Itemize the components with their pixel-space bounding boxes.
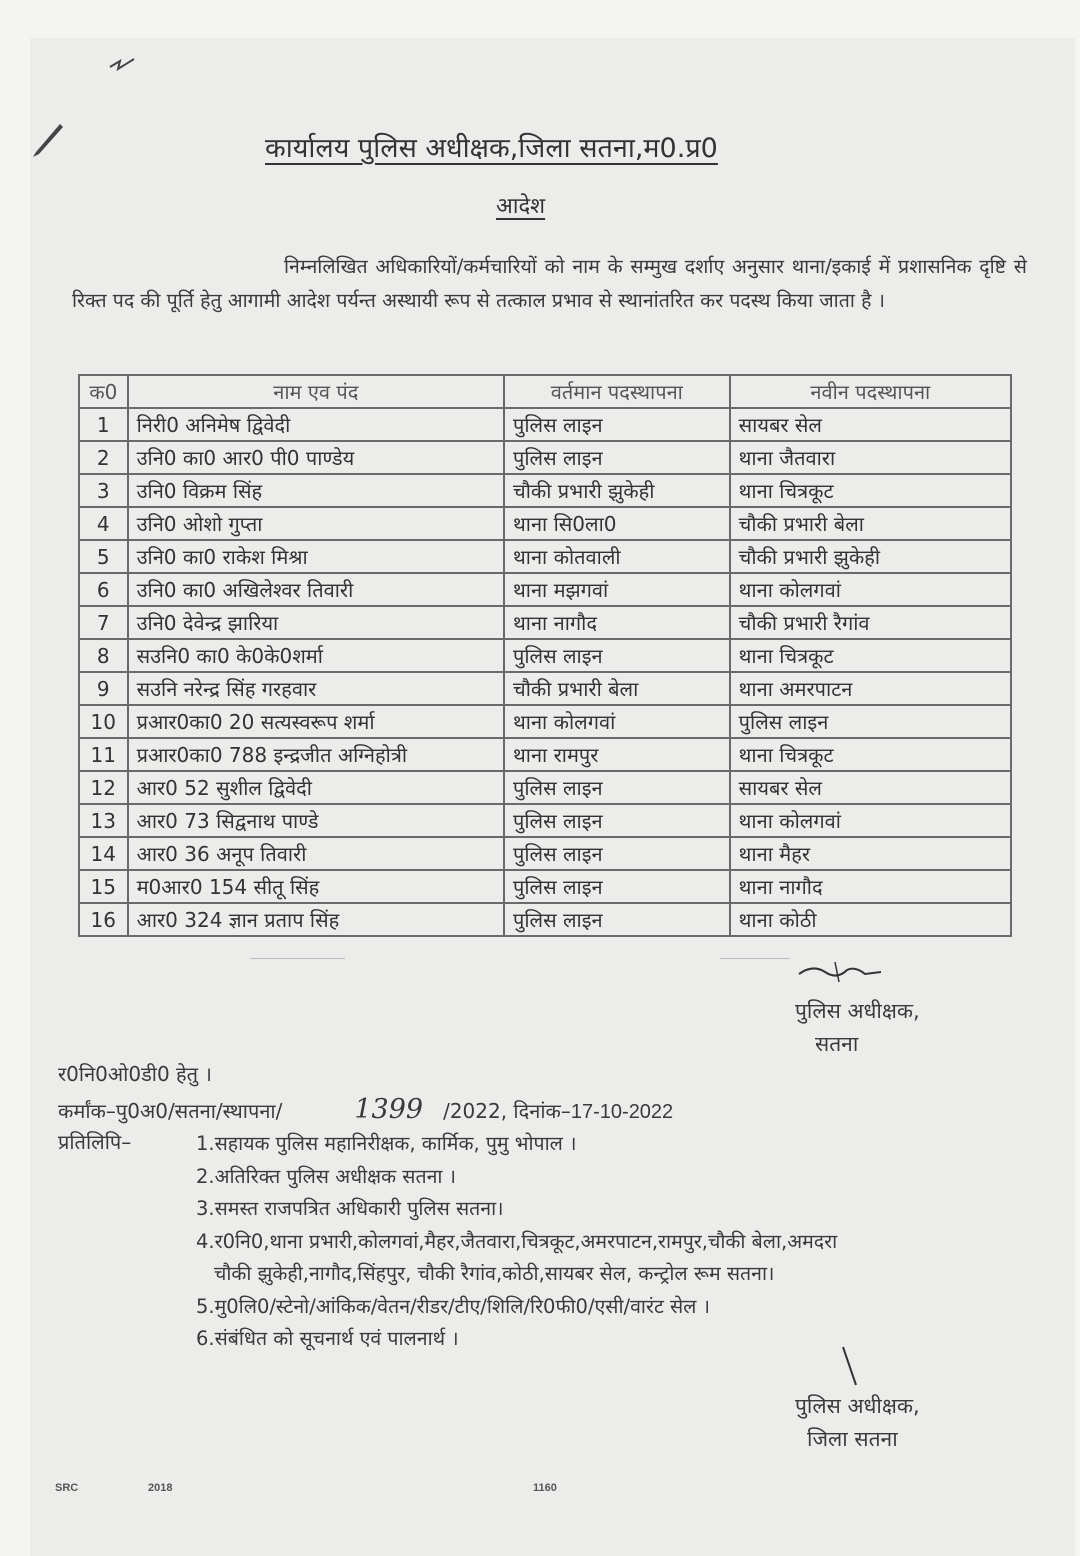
row-name: उनि0 ओशो गुप्ता [128,507,504,540]
divider-line [720,958,790,959]
row-name: आर0 52 सुशील द्विवेदी [128,771,504,804]
row-current-posting: पुलिस लाइन [504,771,730,804]
row-name: उनि0 का0 राकेश मिश्रा [128,540,504,573]
row-sr: 7 [79,606,128,639]
row-current-posting: थाना सि0ला0 [504,507,730,540]
dispatch-date: 17-10-2022 [570,1101,674,1123]
dispatch-note: र0नि0ओ0डी0 हेतु । [58,1062,213,1086]
table-row [79,672,1011,705]
office-heading: कार्यालय पुलिस अधीक्षक,जिला सतना,म0.प्र0 [265,133,718,164]
table-row [79,771,1011,804]
list-item: 1.सहायक पुलिस महानिरीक्षक, कार्मिक, पुमु भोपाल । [196,1132,577,1155]
order-heading: आदेश [496,194,546,219]
row-sr: 11 [79,738,128,771]
row-name: प्रआर0का0 20 सत्यस्वरूप शर्मा [128,705,504,738]
row-current-posting: पुलिस लाइन [504,408,730,441]
table-header-row [79,375,1011,408]
column-header-sr: क0 [79,375,128,408]
row-new-posting: थाना जैतवारा [730,441,1011,474]
table-row [79,903,1011,936]
column-header-current-posting: वर्तमान पदस्थापना [504,375,730,408]
signatory-place: सतना [815,1032,859,1056]
row-sr: 12 [79,771,128,804]
signatory-title: पुलिस अधीक्षक, [795,999,920,1023]
row-new-posting: थाना कोठी [730,903,1011,936]
row-sr: 1 [79,408,128,441]
row-new-posting: थाना मैहर [730,837,1011,870]
list-item: 5.मु0लि0/स्टेनो/आंकिक/वेतन/रीडर/टीए/शिलि/रि0फी0/एसी/वारंट सेल । [196,1294,710,1318]
row-current-posting: चौकी प्रभारी बेला [504,672,730,705]
transfer-table [78,374,1012,937]
copy-to-label: प्रतिलिपि– [58,1130,132,1154]
row-sr: 5 [79,540,128,573]
row-sr: 10 [79,705,128,738]
row-current-posting: थाना कोलगवां [504,705,730,738]
column-header-new-posting: नवीन पदस्थापना [730,375,1011,408]
table-row [79,441,1011,474]
list-item: चौकी झुकेही,नागौद,सिंहपुर, चौकी रैगांव,कोठी,सायबर सेल, कन्ट्रोल रूम सतना। [214,1262,775,1285]
list-item: 2.अतिरिक्त पुलिस अधीक्षक सतना । [196,1164,457,1188]
table-row [79,870,1011,903]
row-current-posting: थाना कोतवाली [504,540,730,573]
row-current-posting: पुलिस लाइन [504,870,730,903]
row-sr: 14 [79,837,128,870]
row-new-posting: थाना अमरपाटन [730,672,1011,705]
footer-code: 1160 [533,1482,557,1494]
pen-mark-icon [30,120,66,160]
table-row [79,474,1011,507]
table-row [79,408,1011,441]
signatory-title: पुलिस अधीक्षक, [795,1394,920,1418]
row-sr: 16 [79,903,128,936]
row-current-posting: पुलिस लाइन [504,837,730,870]
table-row [79,573,1011,606]
row-sr: 2 [79,441,128,474]
table-row [79,705,1011,738]
list-item: 6.संबंधित को सूचनार्थ एवं पालनार्थ । [196,1327,459,1350]
row-name: म0आर0 154 सीतू सिंह [128,870,504,903]
row-new-posting: थाना नागौद [730,870,1011,903]
row-current-posting: पुलिस लाइन [504,804,730,837]
table-row [79,540,1011,573]
row-name: सउनि नरेन्द्र सिंह गरहवार [128,672,504,705]
row-sr: 6 [79,573,128,606]
row-new-posting: थाना कोलगवां [730,573,1011,606]
row-sr: 13 [79,804,128,837]
row-new-posting: सायबर सेल [730,771,1011,804]
row-sr: 15 [79,870,128,903]
dispatch-number: 1399 [354,1094,424,1125]
row-current-posting: पुलिस लाइन [504,903,730,936]
dispatch-prefix: कर्मांक–पु0अ0/सतना/स्थापना/ [58,1099,283,1123]
column-header-name: नाम एव पंद [128,375,504,408]
row-name: उनि0 का0 अखिलेश्वर तिवारी [128,573,504,606]
divider-line [250,958,345,959]
row-new-posting: थाना चित्रकूट [730,639,1011,672]
row-current-posting: पुलिस लाइन [504,441,730,474]
row-sr: 9 [79,672,128,705]
dispatch-suffix: /2022, दिनांक– [443,1099,571,1123]
row-current-posting: थाना नागौद [504,606,730,639]
row-name: उनि0 का0 आर0 पी0 पाण्डेय [128,441,504,474]
row-new-posting: थाना चित्रकूट [730,474,1011,507]
row-new-posting: चौकी प्रभारी बेला [730,507,1011,540]
row-new-posting: पुलिस लाइन [730,705,1011,738]
row-current-posting: थाना रामपुर [504,738,730,771]
signature-stroke-icon [840,1345,860,1390]
signatory-place: जिला सतना [807,1427,898,1451]
row-new-posting: चौकी प्रभारी रैगांव [730,606,1011,639]
row-sr: 8 [79,639,128,672]
row-current-posting: पुलिस लाइन [504,639,730,672]
row-name: आर0 73 सिद्वनाथ पाण्डे [128,804,504,837]
signature-block-1 [795,995,920,1061]
list-item: 4.र0नि0,थाना प्रभारी,कोलगवां,मैहर,जैतवारा,चित्रकूट,अमरपाटन,रामपुर,चौकी बेला,अमदरा [196,1229,838,1253]
order-body-text: निम्नलिखित अधिकारियों/कर्मचारियों को नाम के सम्मुख दर्शाए अनुसार थाना/इकाई में प्रशासनिक दृष्टि से रिक्त पद की पूर्ति हेतु आगामी आदेश पर्यन्त अस्थायी रूप से तत्काल प्रभाव से स्थानांतरित कर पदस्थ किया जाता है । [72,255,1027,312]
table-row [79,639,1011,672]
table-row [79,606,1011,639]
row-name: उनि0 विक्रम सिंह [128,474,504,507]
row-current-posting: थाना मझगवां [504,573,730,606]
footer-src: SRC [55,1482,79,1494]
dispatch-number-line [58,1094,673,1125]
row-new-posting: थाना चित्रकूट [730,738,1011,771]
row-name: सउनि0 का0 के0के0शर्मा [128,639,504,672]
row-name: निरी0 अनिमेष द्विवेदी [128,408,504,441]
row-new-posting: सायबर सेल [730,408,1011,441]
row-name: उनि0 देवेन्द्र झारिया [128,606,504,639]
tick-mark-icon [108,55,138,73]
list-item: 3.समस्त राजपत्रित अधिकारी पुलिस सतना। [196,1197,504,1220]
table-row [79,804,1011,837]
row-sr: 3 [79,474,128,507]
footer-year: 2018 [148,1482,173,1494]
row-new-posting: थाना कोलगवां [730,804,1011,837]
signature-block-2 [795,1390,920,1456]
table-row [79,507,1011,540]
row-current-posting: चौकी प्रभारी झुकेही [504,474,730,507]
table-row [79,837,1011,870]
table-row [79,738,1011,771]
signature-scribble-icon [795,960,885,990]
row-new-posting: चौकी प्रभारी झुकेही [730,540,1011,573]
row-name: प्रआर0का0 788 इन्द्रजीत अग्निहोत्री [128,738,504,771]
row-name: आर0 324 ज्ञान प्रताप सिंह [128,903,504,936]
row-name: आर0 36 अनूप तिवारी [128,837,504,870]
copy-to-list [196,1128,1041,1356]
row-sr: 4 [79,507,128,540]
